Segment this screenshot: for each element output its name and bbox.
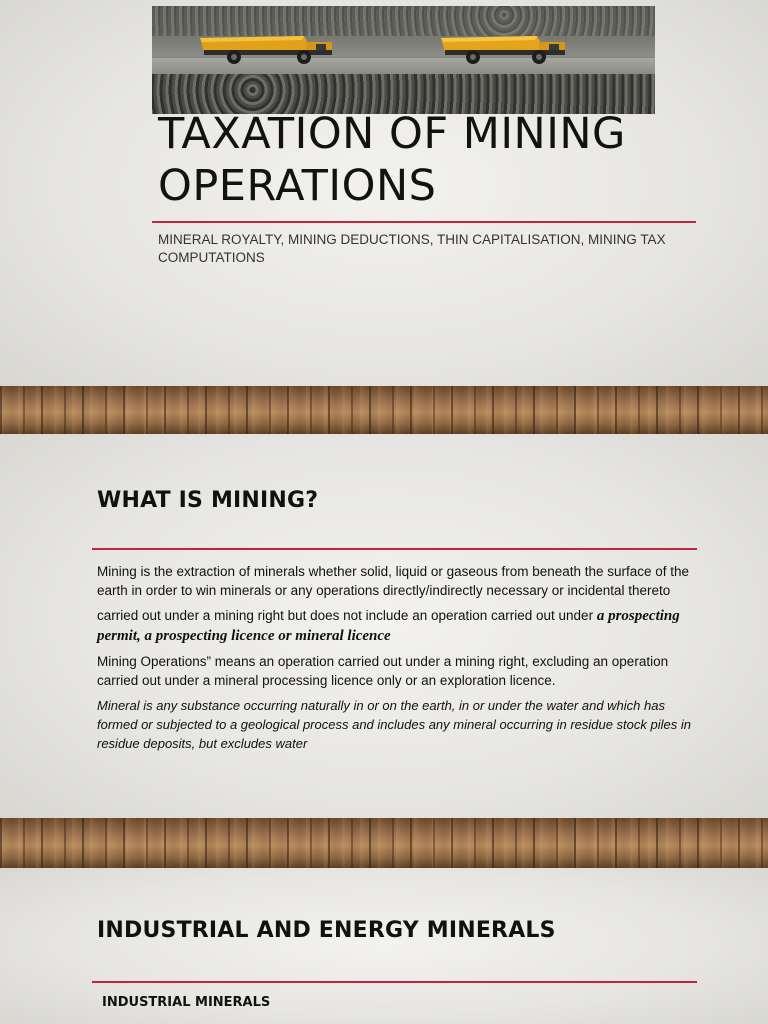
title-divider [152,221,696,223]
industrial-energy-minerals-slide [0,868,768,1024]
paragraph-emphasis: a prospecting permit, a prospecting licence or mineral licence [97,608,680,644]
paragraph-mining-right [97,606,697,646]
title-slide [0,0,768,386]
dump-truck-icon [437,32,577,64]
subheading: INDUSTRIAL MINERALS [102,995,271,1010]
section-heading: WHAT IS MINING? [97,488,319,513]
page-title [158,108,718,212]
heading-divider [92,981,697,983]
paragraph-mining-operations: Mining Operations” means an operation carried out under a mining right, excluding an operation carried out under a mineral processing licence only or an exploration licence. [97,654,669,688]
mining-trucks-photo [152,6,655,114]
slide-body [97,562,697,759]
wood-floor-divider [0,818,768,868]
paragraph-text: carried out under a mining right but does not include an operation carried out under [97,608,597,623]
paragraph-mineral-definition: Mineral is any substance occurring naturally in or on the earth, in or under the water and which has formed or subjected to a geological process and includes any mineral occurring in residue stock piles in residue deposits, but excludes water [97,698,691,751]
what-is-mining-slide [0,434,768,818]
wood-floor-divider [0,386,768,434]
title-line-1: TAXATION OF MINING [158,109,626,159]
paragraph-mining-definition: Mining is the extraction of minerals whether solid, liquid or gaseous from beneath the surface of the earth in order to win minerals or any operations directly/indirectly necessary or incidental thereto [97,564,690,598]
heading-divider [92,548,697,550]
section-heading: INDUSTRIAL AND ENERGY MINERALS [97,918,556,943]
subtitle: MINERAL ROYALTY, MINING DEDUCTIONS, THIN CAPITALISATION, MINING TAX COMPUTATIONS [158,232,666,265]
title-line-2: OPERATIONS [158,161,437,211]
dump-truck-icon [194,32,344,64]
